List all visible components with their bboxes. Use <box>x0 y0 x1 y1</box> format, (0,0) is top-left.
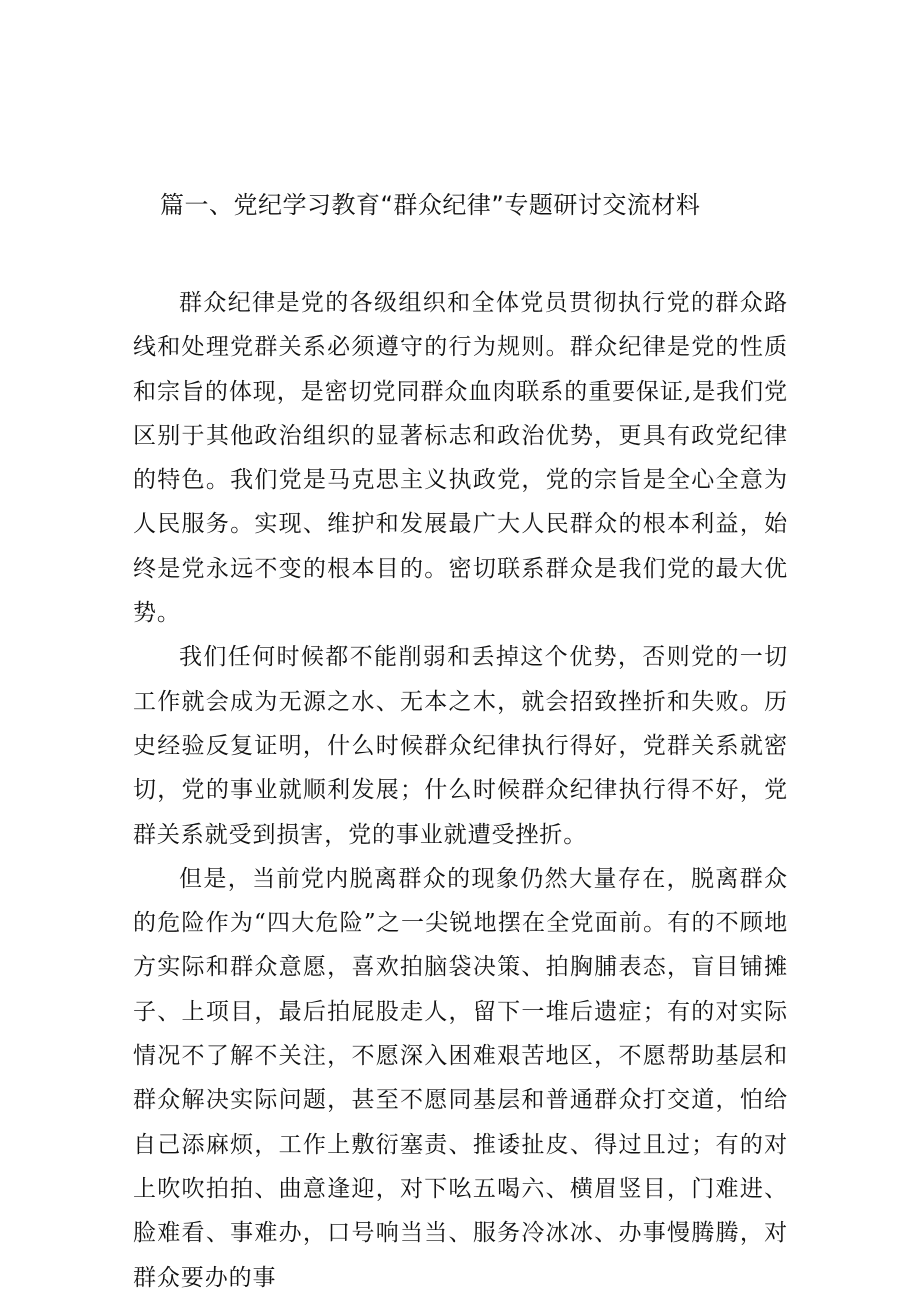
paragraph-3: 但是，当前党内脱离群众的现象仍然大量存在，脱离群众的危险作为“四大危险”之一尖锐地摆在全党面前。有的不顾地方实际和群众意愿，喜欢拍脑袋决策、拍胸脯表态，盲目铺摊子、上项目，最后拍屁股走人，留下一堆后遗症；有的对实际情况不了解不关注，不愿深入困难艰苦地区，不愿帮助基层和群众解决实际问题，甚至不愿同基层和普通群众打交道，怕给自己添麻烦，工作上敷衍塞责、推诿扯皮、得过且过；有的对上吹吹拍拍、曲意逢迎，对下吆五喝六、横眉竖目，门难进、脸难看、事难办，口号响当当、服务冷冰冰、办事慢腾腾，对群众要办的事 <box>133 865 788 1291</box>
document-title: 篇一、党纪学习教育“群众纪律”专题研讨交流材料 <box>160 191 701 219</box>
document-body <box>133 281 788 1300</box>
paragraph-2: 我们任何时候都不能削弱和丢掉这个优势，否则党的一切工作就会成为无源之水、无本之木，就会招致挫折和失败。历史经验反复证明，什么时候群众纪律执行得好，党群关系就密切，党的事业就顺利发展；什么时候群众纪律执行得不好，党群关系就受到损害，党的事业就遭受挫折。 <box>133 644 788 848</box>
paragraph-1: 群众纪律是党的各级组织和全体党员贯彻执行党的群众路线和处理党群关系必须遵守的行为规则。群众纪律是党的性质和宗旨的体现，是密切党同群众血肉联系的重要保证,是我们党区别于其他政治组织的显著标志和政治优势，更具有政党纪律的特色。我们党是马克思主义执政党，党的宗旨是全心全意为人民服务。实现、维护和发展最广大人民群众的根本利益，始终是党永远不变的根本目的。密切联系群众是我们党的最大优势。 <box>133 290 788 627</box>
